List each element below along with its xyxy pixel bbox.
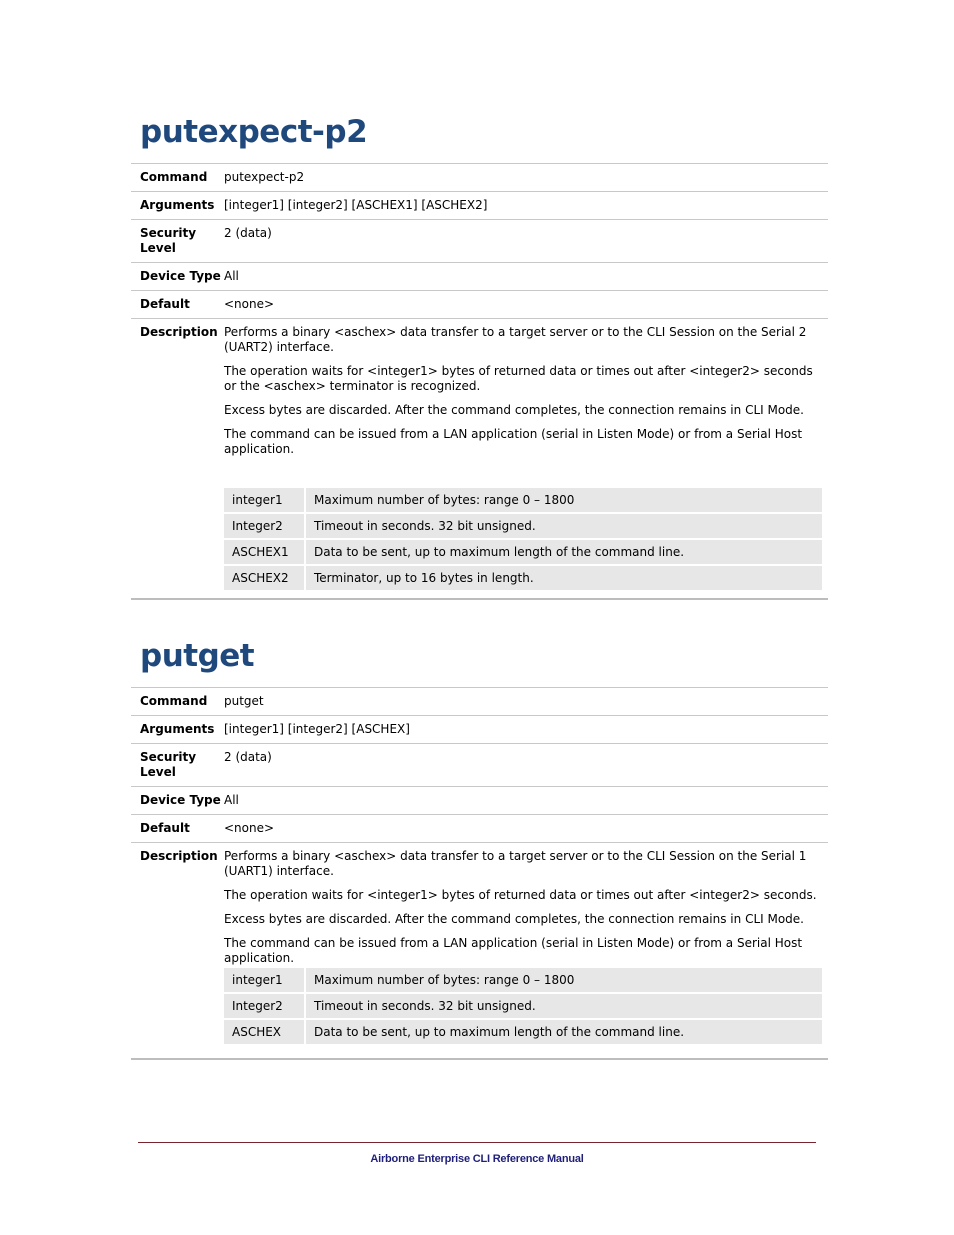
parameter-row	[224, 968, 822, 992]
footer-divider	[138, 1142, 816, 1143]
row-command	[131, 688, 828, 716]
parameter-description: Timeout in seconds. 32 bit unsigned.	[306, 514, 822, 538]
row-label: Arguments	[140, 722, 215, 736]
section-title: putexpect-p2	[140, 114, 368, 150]
row-value	[224, 843, 828, 1058]
row-value: 2 (data)	[224, 750, 272, 764]
command-table	[131, 163, 828, 600]
row-default	[131, 291, 828, 319]
parameter-table	[224, 488, 822, 590]
row-label: Command	[140, 694, 208, 708]
description-paragraph: The operation waits for <integer1> bytes of returned data or times out after <integer2> seconds or the <aschex> terminator is recognized.	[224, 364, 813, 393]
row-command	[131, 164, 828, 192]
row-arguments	[131, 192, 828, 220]
parameter-description: Terminator, up to 16 bytes in length.	[306, 566, 822, 590]
parameter-row	[224, 488, 822, 512]
row-label: Security Level	[140, 750, 197, 779]
description-paragraph: The command can be issued from a LAN application (serial in Listen Mode) or from a Serial Host application.	[224, 936, 803, 965]
parameter-name: Integer2	[224, 514, 304, 538]
description-paragraph: The operation waits for <integer1> bytes of returned data or times out after <integer2> seconds.	[224, 888, 817, 902]
description-paragraph: Excess bytes are discarded. After the command completes, the connection remains in CLI Mode.	[224, 403, 804, 417]
parameter-row	[224, 566, 822, 590]
row-value: [integer1] [integer2] [ASCHEX1] [ASCHEX2]	[224, 198, 488, 212]
row-value: putget	[224, 694, 264, 708]
parameter-description: Timeout in seconds. 32 bit unsigned.	[306, 994, 822, 1018]
row-value: 2 (data)	[224, 226, 272, 240]
parameter-name: ASCHEX2	[224, 566, 304, 590]
row-label: Default	[140, 821, 190, 835]
description-paragraph: The command can be issued from a LAN application (serial in Listen Mode) or from a Serial Host application.	[224, 427, 803, 456]
row-label: Device Type	[140, 793, 221, 807]
parameter-row	[224, 540, 822, 564]
section-title: putget	[140, 638, 255, 674]
row-label: Security Level	[140, 226, 197, 255]
parameter-row	[224, 514, 822, 538]
description-paragraph: Performs a binary <aschex> data transfer to a target server or to the CLI Session on the Serial 2 (UART2) interface.	[224, 325, 807, 354]
row-label: Description	[140, 849, 218, 863]
description-paragraph: Performs a binary <aschex> data transfer to a target server or to the CLI Session on the Serial 1 (UART1) interface.	[224, 849, 807, 878]
parameter-description: Data to be sent, up to maximum length of the command line.	[306, 540, 822, 564]
row-security-level	[131, 744, 828, 787]
row-label: Command	[140, 170, 208, 184]
row-device-type	[131, 263, 828, 291]
parameter-row	[224, 1020, 822, 1044]
description-paragraph: Excess bytes are discarded. After the command completes, the connection remains in CLI Mode.	[224, 912, 804, 926]
row-label: Arguments	[140, 198, 215, 212]
row-value: putexpect-p2	[224, 170, 305, 184]
row-value: All	[224, 269, 239, 283]
parameter-name: integer1	[224, 968, 304, 992]
row-description	[131, 319, 828, 600]
parameter-description: Maximum number of bytes: range 0 – 1800	[306, 488, 822, 512]
row-value: All	[224, 793, 239, 807]
row-label: Default	[140, 297, 190, 311]
row-default	[131, 815, 828, 843]
row-security-level	[131, 220, 828, 263]
row-value: <none>	[224, 297, 275, 311]
row-value	[224, 319, 828, 598]
row-label: Description	[140, 325, 218, 339]
parameter-table	[224, 968, 822, 1044]
row-value: [integer1] [integer2] [ASCHEX]	[224, 722, 410, 736]
footer-manual-title: Airborne Enterprise CLI Reference Manual	[370, 1153, 584, 1165]
parameter-name: integer1	[224, 488, 304, 512]
parameter-description: Maximum number of bytes: range 0 – 1800	[306, 968, 822, 992]
row-description	[131, 843, 828, 1060]
parameter-name: ASCHEX1	[224, 540, 304, 564]
row-label: Device Type	[140, 269, 221, 283]
parameter-description: Data to be sent, up to maximum length of the command line.	[306, 1020, 822, 1044]
parameter-name: ASCHEX	[224, 1020, 304, 1044]
row-device-type	[131, 787, 828, 815]
row-arguments	[131, 716, 828, 744]
command-table	[131, 687, 828, 1060]
row-value: <none>	[224, 821, 275, 835]
parameter-row	[224, 994, 822, 1018]
parameter-name: Integer2	[224, 994, 304, 1018]
